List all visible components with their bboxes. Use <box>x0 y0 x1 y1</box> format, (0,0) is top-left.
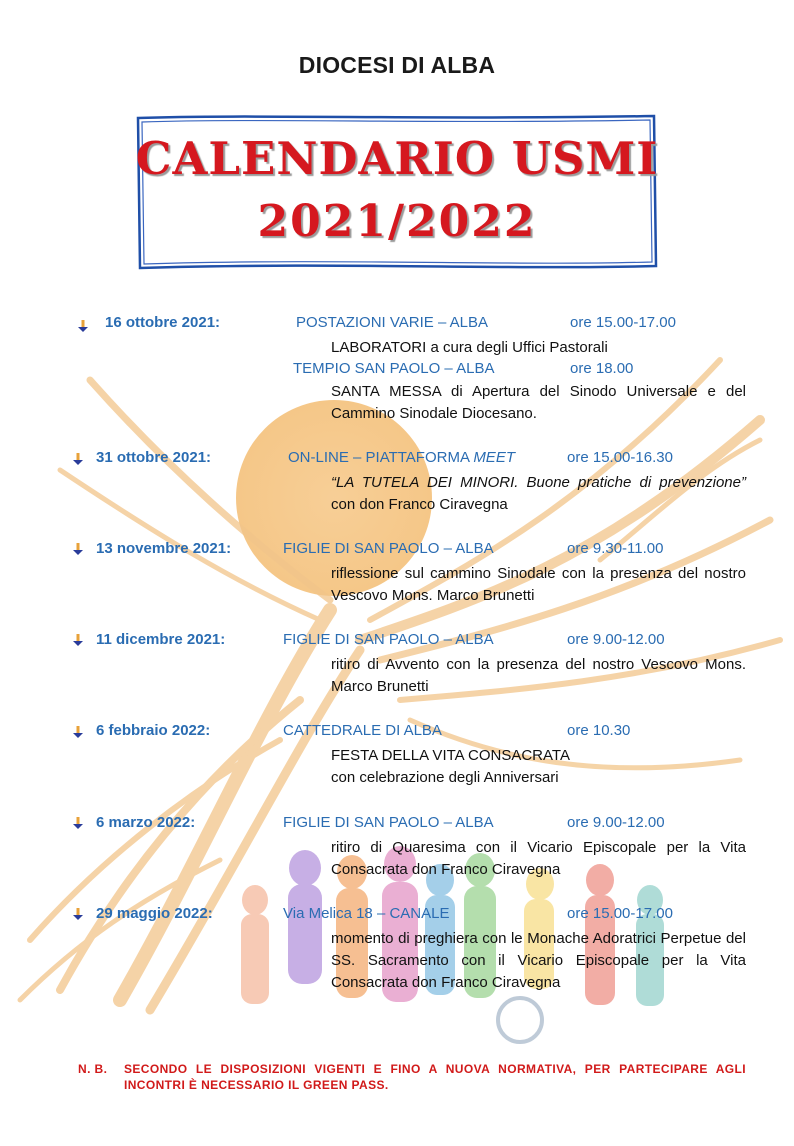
note-label: N. B. <box>78 1062 108 1076</box>
event-place-italic: MEET <box>473 449 515 466</box>
event-place: FIGLIE DI SAN PAOLO – ALBA <box>283 814 494 831</box>
event-description: riflessione sul cammino Sinodale con la presenza del nostro Vescovo Mons. Marco Brunetti <box>331 565 746 604</box>
bullet-arrow-icon <box>70 815 86 831</box>
event-description <box>331 472 746 516</box>
event-time: ore 9.00-12.00 <box>567 631 665 648</box>
event-date: 6 marzo 2022: <box>96 814 196 831</box>
event-description: momento di preghiera con le Monache Adoratrici Perpetue del SS. Sacramento con il Vicario Episcopale per la Vita Consacrata don Franco Ciravegna <box>331 930 746 991</box>
event-description-2: SANTA MESSA di Apertura del Sinodo Universale e del Cammino Sinodale Diocesano. <box>331 383 746 422</box>
event-place: FIGLIE DI SAN PAOLO – ALBA <box>283 631 494 648</box>
event-place: FIGLIE DI SAN PAOLO – ALBA <box>283 540 494 557</box>
calendar-year: 2021/2022 <box>257 196 537 247</box>
event-time: ore 9.00-12.00 <box>567 814 665 831</box>
bullet-arrow-icon <box>70 632 86 648</box>
bullet-arrow-icon <box>70 906 86 922</box>
bullet-arrow-icon <box>70 724 86 740</box>
event-date: 31 ottobre 2021: <box>96 449 212 466</box>
calendar-title: CALENDARIO USMI <box>135 132 659 185</box>
event-description: LABORATORI a cura degli Uffici Pastorali <box>331 339 608 356</box>
event-time-2: ore 18.00 <box>570 360 634 377</box>
event-time: ore 15.00-16.30 <box>567 449 673 466</box>
event-description-text: con don Franco Ciravegna <box>331 496 508 513</box>
event-description: ritiro di Avvento con la presenza del nostro Vescovo Mons. Marco Brunetti <box>331 656 746 695</box>
event-place: CATTEDRALE DI ALBA <box>283 722 442 739</box>
event-place-text: ON-LINE – PIATTAFORMA <box>288 449 474 466</box>
event-time: ore 15.00-17.00 <box>570 314 676 331</box>
diocese-heading: DIOCESI DI ALBA <box>298 52 496 78</box>
event-place: Via Melica 18 – CANALE <box>283 905 450 922</box>
event-description-italic: “LA TUTELA DEI MINORI. Buone pratiche di prevenzione” <box>331 474 746 491</box>
event-time: ore 15.00-17.00 <box>567 905 673 922</box>
note-text: SECONDO LE DISPOSIZIONI VIGENTI E FINO A NUOVA NORMATIVA, PER PARTECIPARE AGLI INCONTRI È NECESSARIO IL GREEN PASS. <box>124 1062 746 1092</box>
event-place <box>288 449 515 466</box>
event-place: POSTAZIONI VARIE – ALBA <box>296 314 489 331</box>
event-description: FESTA DELLA VITA CONSACRATA <box>331 747 570 764</box>
event-time: ore 10.30 <box>567 722 631 739</box>
event-date: 11 dicembre 2021: <box>96 631 226 648</box>
event-time: ore 9.30-11.00 <box>567 540 664 557</box>
event-date: 16 ottobre 2021: <box>105 314 221 331</box>
bullet-arrow-icon <box>75 318 91 334</box>
event-date: 13 novembre 2021: <box>96 540 232 557</box>
bullet-arrow-icon <box>70 541 86 557</box>
bullet-arrow-icon <box>70 451 86 467</box>
event-description-2: con celebrazione degli Anniversari <box>331 769 559 786</box>
event-date: 29 maggio 2022: <box>96 905 213 922</box>
event-description: ritiro di Quaresima con il Vicario Episcopale per la Vita Consacrata don Franco Ciravegna <box>331 839 746 878</box>
event-place-2: TEMPIO SAN PAOLO – ALBA <box>293 360 495 377</box>
event-date: 6 febbraio 2022: <box>96 722 211 739</box>
title-box <box>134 112 660 272</box>
